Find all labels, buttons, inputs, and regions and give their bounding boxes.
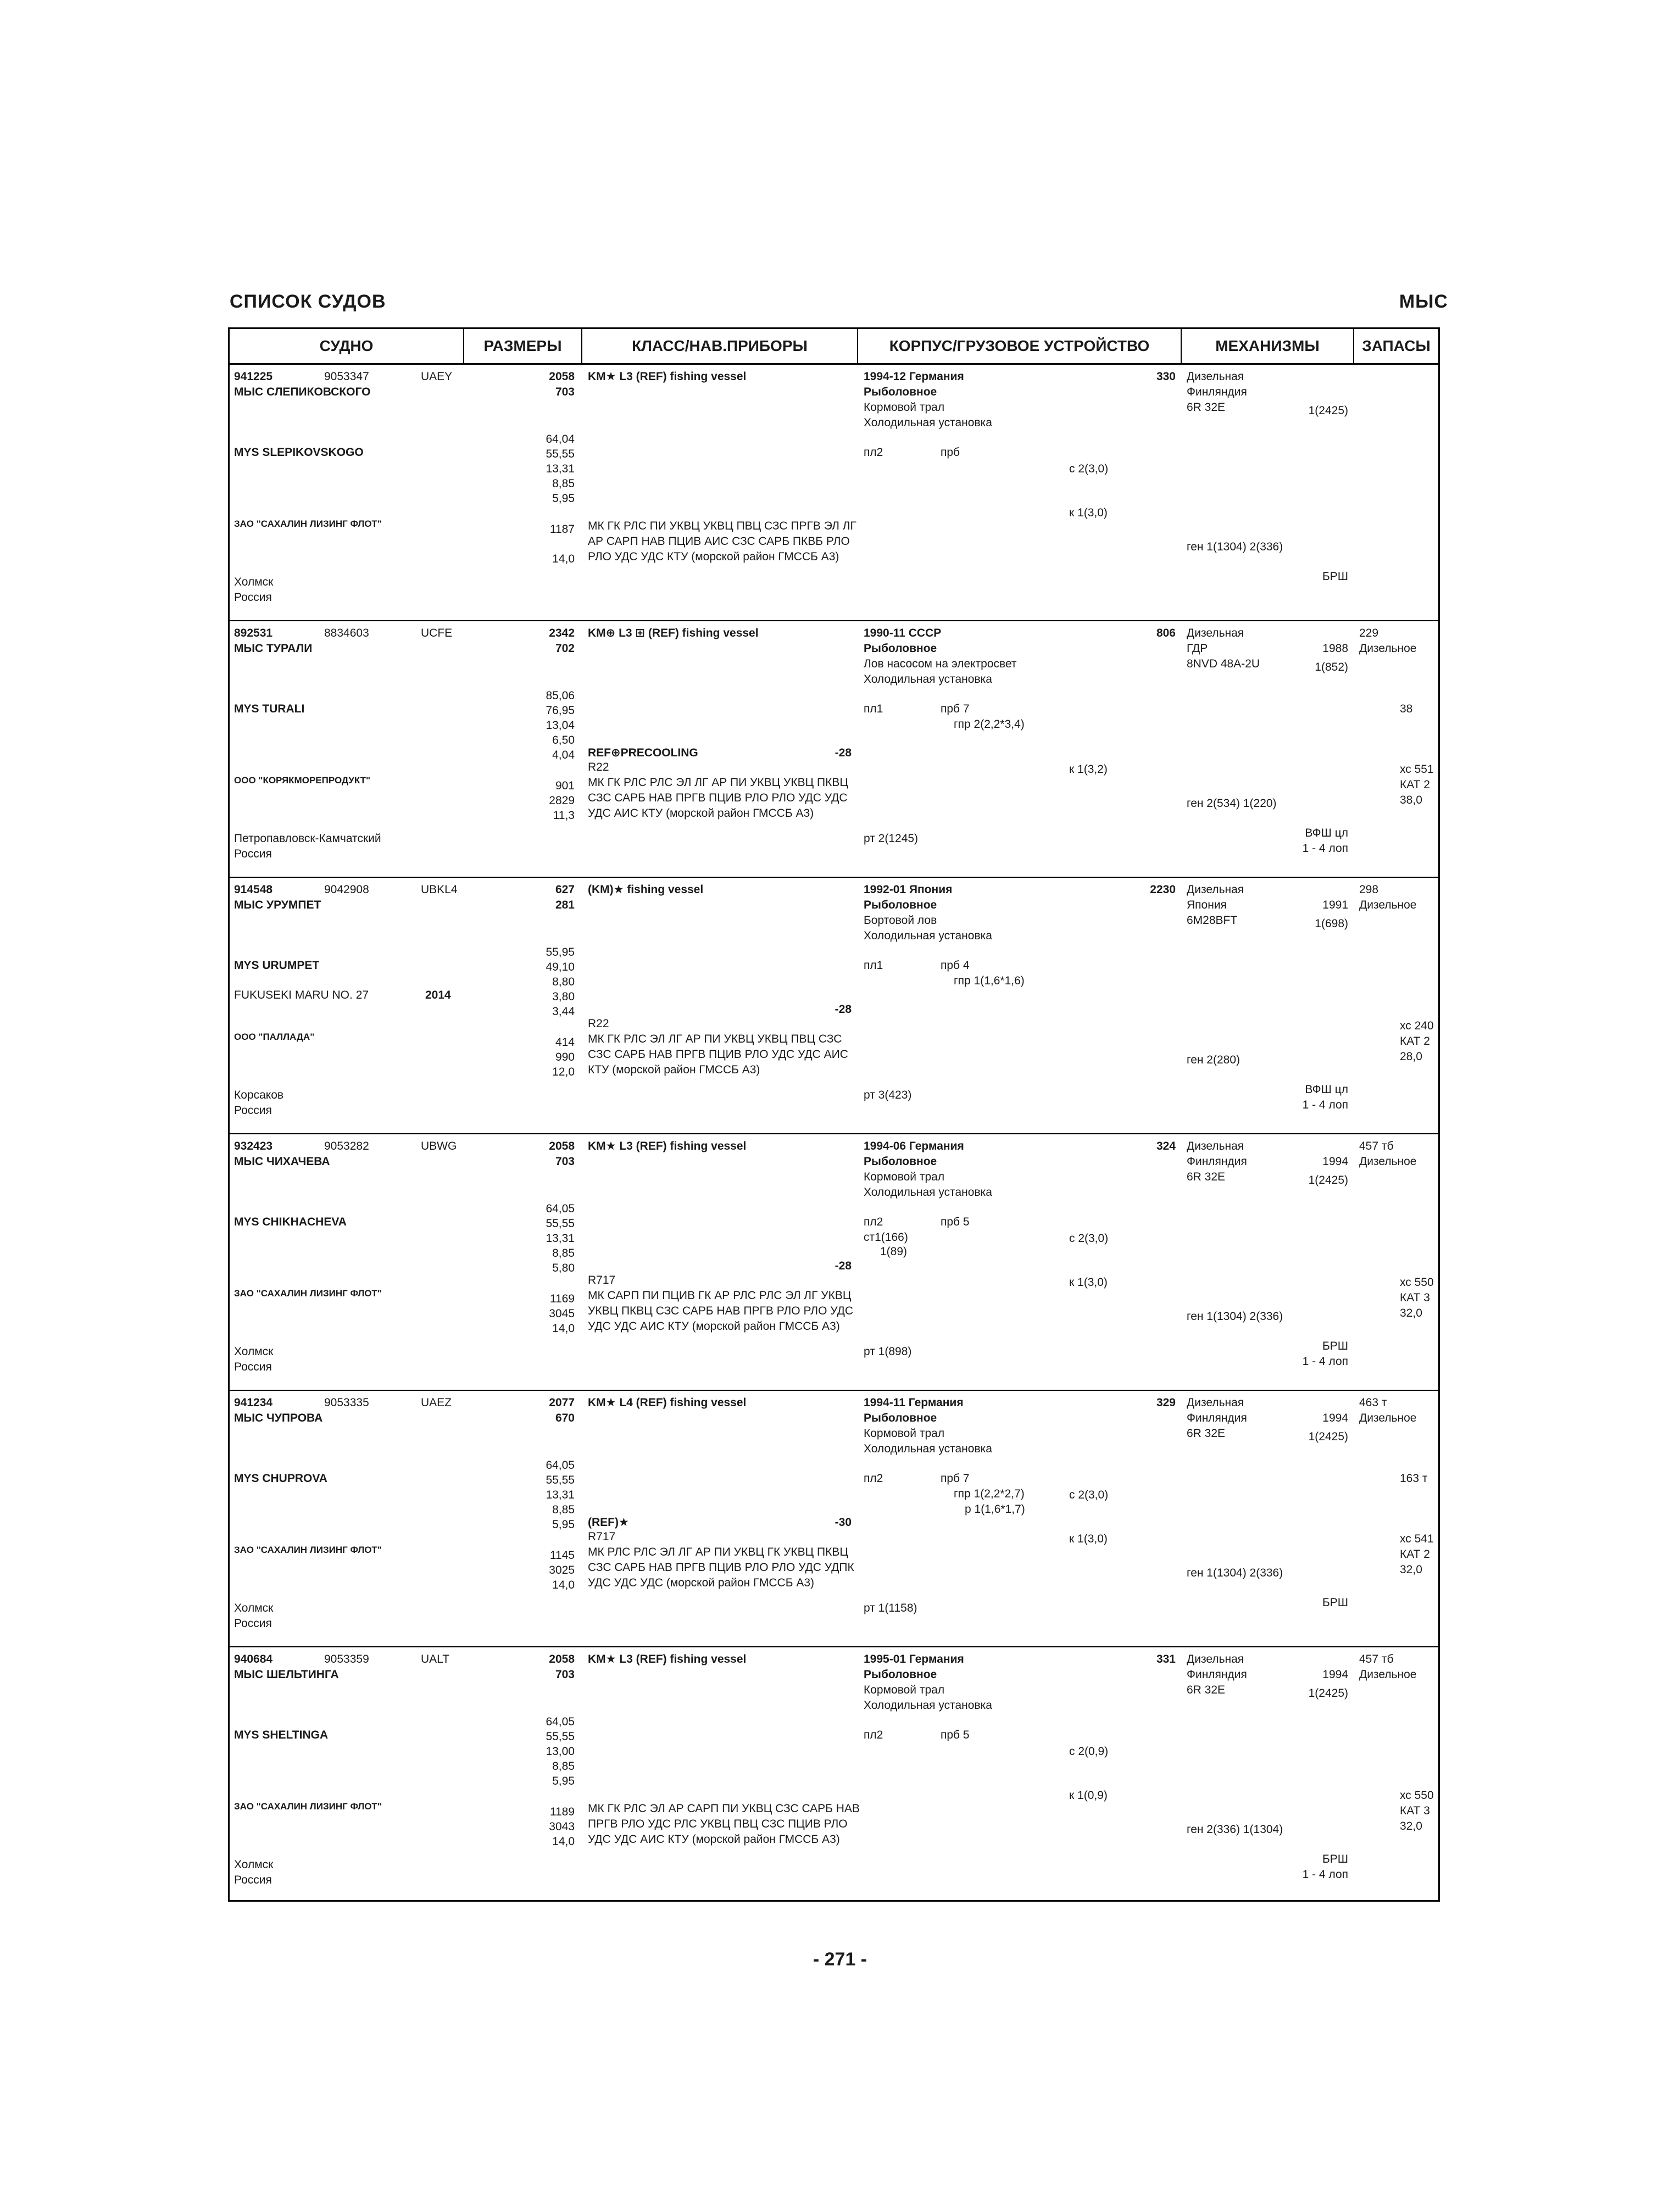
propeller: ВФШ цл — [1305, 827, 1348, 839]
category: КАТ 2 — [1400, 1035, 1430, 1048]
engine-power: 1(2425) — [1308, 1687, 1348, 1700]
dimension-value: 64,05 — [546, 1202, 575, 1215]
category: КАТ 3 — [1400, 1291, 1430, 1304]
page-header-title: СПИСОК СУДОВ — [230, 291, 386, 312]
nav-equipment: МК ГК РЛС РЛС ЭЛ ЛГ АР ПИ УКВЦ УКВЦ ПКВЦ СЗС САРБ НАВ ПРГВ ПЦИВ РЛО РЛО УДС УДС УДС АИС КТУ (морской район ГМССБ А3) — [588, 776, 848, 820]
engine-model: 6R 32E — [1187, 401, 1226, 414]
engine-power: 1(852) — [1315, 661, 1348, 673]
flag-country: Россия — [234, 848, 272, 860]
hatch-size: гпр 1(2,2*2,7) — [954, 1488, 1025, 1500]
cargo-gear-cranes: с 2(0,9) — [1069, 1745, 1109, 1758]
fuel-capacity: 457 тб — [1359, 1653, 1394, 1665]
dimension-value: 5,80 — [552, 1262, 575, 1274]
hatches: прб 5 — [941, 1729, 970, 1741]
home-port: Холмск — [234, 1602, 274, 1614]
vessel-record-940684 — [230, 1647, 1438, 1904]
class-notation: KM★ L3 (REF) fishing vessel — [588, 1140, 747, 1152]
engine-year: 1991 — [1322, 899, 1348, 911]
col-header-machinery: МЕХАНИЗМЫ — [1215, 337, 1320, 354]
generators: ген 2(336) 1(1304) — [1187, 1823, 1283, 1836]
dimension-value: 1169 — [549, 1293, 575, 1305]
dimension-value: 1187 — [549, 523, 575, 536]
dimensions-list — [471, 688, 575, 762]
dimension-value: 1145 — [549, 1549, 575, 1562]
dimension-value: 13,04 — [546, 719, 575, 732]
cargo-gear-booms: к 1(3,2) — [1069, 763, 1108, 776]
gross-tonnage: 2058 — [549, 1140, 575, 1152]
engine-model: 6R 32E — [1187, 1427, 1226, 1440]
engine-type: Дизельная — [1187, 883, 1244, 896]
vessel-type: Рыболовное — [864, 642, 937, 655]
refrigerant: R717 — [588, 1530, 616, 1543]
build-info: 1994-12 Германия — [864, 370, 964, 383]
col-header-supplies: ЗАПАСЫ — [1362, 337, 1431, 354]
column-header-row — [230, 329, 1438, 365]
engine-power: 1(2425) — [1308, 1174, 1348, 1186]
dimensions-secondary — [471, 1548, 575, 1592]
hatches: прб 4 — [941, 959, 970, 972]
dimension-value: 55,55 — [546, 1730, 575, 1743]
cargo-gear-cranes: с 2(3,0) — [1069, 463, 1109, 475]
vessel-name-ru: МЫС ШЕЛЬТИНГА — [234, 1668, 339, 1681]
reg-number: 941234 — [234, 1396, 273, 1409]
dimension-value: 414 — [555, 1036, 575, 1049]
engine-year: 1988 — [1322, 642, 1348, 655]
propeller-blades: 1 - 4 лоп — [1302, 1355, 1348, 1368]
engine-country: Финляндия — [1187, 386, 1247, 398]
hatch-size-secondary: р 1(1,6*1,7) — [965, 1503, 1025, 1516]
engine-model: 8NVD 48A-2U — [1187, 658, 1260, 670]
net-tonnage: 703 — [555, 1668, 575, 1681]
home-port: Корсаков — [234, 1089, 284, 1101]
refrigeration-class: REF⊕PRECOOLING — [588, 747, 698, 759]
home-port: Холмск — [234, 1345, 274, 1358]
engine-power: 1(698) — [1315, 917, 1348, 930]
dimension-value: 85,06 — [546, 689, 575, 702]
speed: 32,0 — [1400, 1820, 1422, 1832]
fishing-method: Лов насосом на электросвет — [864, 658, 1017, 670]
build-info: 1994-11 Германия — [864, 1396, 964, 1409]
reg-number: 940684 — [234, 1653, 273, 1665]
deadweight: 331 — [1156, 1653, 1176, 1665]
propeller: БРШ — [1322, 1340, 1348, 1352]
dimension-value: 8,85 — [552, 1247, 575, 1260]
page-header-section: МЫС — [1399, 291, 1448, 312]
dimension-value: 5,95 — [552, 492, 575, 505]
cargo-gear-booms: к 1(0,9) — [1069, 1789, 1108, 1802]
fuel-capacity: 229 — [1359, 627, 1379, 639]
dimensions-list — [471, 1458, 575, 1532]
dimension-value: 64,04 — [546, 433, 575, 445]
vessel-name-ru: МЫС СЛЕПИКОВСКОГО — [234, 386, 371, 398]
reefer-holds: рт 2(1245) — [864, 832, 919, 845]
owner-name: ЗАО "САХАЛИН ЛИЗИНГ ФЛОТ" — [234, 519, 382, 529]
cargo-gear-cranes: с 2(3,0) — [1069, 1232, 1109, 1245]
propeller-blades: 1 - 4 лоп — [1302, 1099, 1348, 1111]
dimension-value: 3025 — [549, 1564, 575, 1576]
speed: 32,0 — [1400, 1307, 1422, 1319]
endurance: хс 240 — [1400, 1020, 1434, 1032]
refrigeration-temp: -28 — [835, 747, 852, 759]
reefer-holds: рт 1(898) — [864, 1345, 912, 1358]
cargo-gear-booms: к 1(3,0) — [1069, 1276, 1108, 1289]
flag-country: Россия — [234, 1104, 272, 1117]
engine-country: ГДР — [1187, 642, 1208, 655]
propeller-blades: 1 - 4 лоп — [1302, 1868, 1348, 1881]
fuel-type: Дизельное — [1359, 1668, 1417, 1681]
dimension-value: 8,80 — [552, 976, 575, 988]
hatches: прб 7 — [941, 703, 970, 715]
engine-type: Дизельная — [1187, 370, 1244, 383]
net-tonnage: 703 — [555, 1155, 575, 1168]
engine-country: Финляндия — [1187, 1155, 1247, 1168]
reefer-holds: рт 3(423) — [864, 1089, 912, 1101]
cargo-gear-booms: к 1(3,0) — [1069, 506, 1108, 519]
deadweight: 806 — [1156, 627, 1176, 639]
imo-number: 9042908 — [324, 883, 369, 896]
class-notation: KM★ L3 (REF) fishing vessel — [588, 1653, 747, 1665]
class-notation: KM★ L4 (REF) fishing vessel — [588, 1396, 747, 1409]
col-header-class: КЛАСС/НАВ.ПРИБОРЫ — [632, 337, 808, 354]
generators: ген 1(1304) 2(336) — [1187, 1310, 1283, 1323]
fuel-type: Дизельное — [1359, 1412, 1417, 1424]
generators: ген 2(534) 1(220) — [1187, 797, 1277, 810]
fuel-capacity: 457 тб — [1359, 1140, 1394, 1152]
vessel-name-en: MYS CHUPROVA — [234, 1472, 327, 1485]
cargo-gear-booms: к 1(3,0) — [1069, 1533, 1108, 1545]
category: КАТ 2 — [1400, 1548, 1430, 1561]
call-sign: UBWG — [421, 1140, 457, 1152]
vessel-name-ru: МЫС ЧИХАЧЕВА — [234, 1155, 330, 1168]
dimension-value: 13,31 — [546, 463, 575, 475]
vessel-type: Рыболовное — [864, 386, 937, 398]
dimension-value: 14,0 — [552, 553, 575, 565]
dimensions-list — [471, 432, 575, 506]
decks: пл1 — [864, 959, 883, 972]
decks: пл2 — [864, 1472, 883, 1485]
imo-number: 9053359 — [324, 1653, 369, 1665]
water-capacity: 38 — [1400, 703, 1413, 715]
fuel-type: Дизельное — [1359, 899, 1417, 911]
dimension-value: 4,04 — [552, 749, 575, 761]
imo-number: 9053282 — [324, 1140, 369, 1152]
engine-type: Дизельная — [1187, 1396, 1244, 1409]
deadweight: 324 — [1156, 1140, 1176, 1152]
net-tonnage: 281 — [555, 899, 575, 911]
dimension-value: 49,10 — [546, 961, 575, 973]
hull-feature: Холодильная установка — [864, 1699, 992, 1712]
decks: пл1 — [864, 703, 883, 715]
fuel-capacity: 463 т — [1359, 1396, 1387, 1409]
fishing-method: Бортовой лов — [864, 914, 937, 927]
former-name: FUKUSEKI MARU NO. 27 — [234, 989, 369, 1001]
dimension-value: 64,05 — [546, 1715, 575, 1728]
dimension-value — [471, 537, 575, 552]
dimension-value: 64,05 — [546, 1459, 575, 1472]
hatch-size: гпр 2(2,2*3,4) — [954, 718, 1025, 731]
gross-tonnage: 2077 — [549, 1396, 575, 1409]
dimension-value: 990 — [555, 1051, 575, 1063]
gross-tonnage: 627 — [555, 883, 575, 896]
hatches: прб 7 — [941, 1472, 970, 1485]
net-tonnage: 702 — [555, 642, 575, 655]
owner-name: ЗАО "САХАЛИН ЛИЗИНГ ФЛОТ" — [234, 1545, 382, 1555]
dimensions-secondary — [471, 522, 575, 566]
dimension-value: 76,95 — [546, 704, 575, 717]
refrigerant: R717 — [588, 1274, 616, 1286]
nav-equipment: МК ГК РЛС ЭЛ АР САРП ПИ УКВЦ СЗС САРБ НАВ ПРГВ РЛО УДС РЛС УКВЦ ПВЦ СЗС ПЦИВ РЛО УДС УДС АИС КТУ (морской район ГМССБ А3) — [588, 1802, 860, 1846]
reg-number: 892531 — [234, 627, 273, 639]
dimensions-secondary — [471, 1291, 575, 1336]
home-port: Холмск — [234, 1858, 274, 1871]
vessel-type: Рыболовное — [864, 1412, 937, 1424]
class-notation: KM★ L3 (REF) fishing vessel — [588, 370, 747, 383]
decks: пл2 — [864, 1729, 883, 1741]
vessel-record-941234 — [230, 1391, 1438, 1647]
former-name-year: 2014 — [425, 989, 451, 1001]
dimension-value: 55,55 — [546, 1474, 575, 1486]
nav-equipment: МК ГК РЛС ПИ УКВЦ УКВЦ ПВЦ СЗС ПРГВ ЭЛ ЛГ АР САРП НАВ ПЦИВ АИС СЗС САРБ ПКВБ РЛО РЛО УДС УДС КТУ (морской район ГМССБ А3) — [588, 520, 856, 563]
vessel-record-914548 — [230, 878, 1438, 1134]
dimensions-secondary — [471, 1804, 575, 1849]
engine-year: 1994 — [1322, 1668, 1348, 1681]
home-port: Петропавловск-Камчатский — [234, 832, 381, 845]
dimension-value: 12,0 — [552, 1066, 575, 1078]
vessel-name-en: MYS SLEPIKOVSKOGO — [234, 446, 364, 459]
class-notation: (KM)★ fishing vessel — [588, 883, 704, 896]
propeller: БРШ — [1322, 1596, 1348, 1609]
col-header-hull: КОРПУС/ГРУЗОВОЕ УСТРОЙСТВО — [889, 337, 1150, 354]
cargo-gear-cranes: с 2(3,0) — [1069, 1489, 1109, 1501]
dimension-value: 13,31 — [546, 1489, 575, 1501]
dimensions-secondary — [471, 1035, 575, 1079]
col-header-vessel: СУДНО — [319, 337, 374, 354]
flag-country: Россия — [234, 1617, 272, 1630]
refrigeration-temp: -30 — [835, 1516, 852, 1529]
speed: 28,0 — [1400, 1050, 1422, 1063]
dimensions-list — [471, 945, 575, 1019]
imo-number: 9053347 — [324, 370, 369, 383]
vessel-type: Рыболовное — [864, 899, 937, 911]
vessel-type: Рыболовное — [864, 1155, 937, 1168]
build-info: 1995-01 Германия — [864, 1653, 964, 1665]
category: КАТ 2 — [1400, 778, 1430, 791]
vessel-type: Рыболовное — [864, 1668, 937, 1681]
net-tonnage: 703 — [555, 386, 575, 398]
engine-type: Дизельная — [1187, 1140, 1244, 1152]
speed: 32,0 — [1400, 1563, 1422, 1576]
dimension-value: 1189 — [549, 1806, 575, 1818]
dimension-value: 3043 — [549, 1820, 575, 1833]
dimensions-list — [471, 1714, 575, 1789]
holds-secondary: 1(89) — [880, 1245, 908, 1258]
engine-type: Дизельная — [1187, 627, 1244, 639]
dimension-value: 2829 — [549, 794, 575, 807]
engine-model: 6R 32E — [1187, 1684, 1226, 1696]
dimension-value: 8,85 — [552, 1760, 575, 1773]
hatch-size: гпр 1(1,6*1,6) — [954, 974, 1025, 987]
vessel-name-en: MYS SHELTINGA — [234, 1729, 329, 1741]
water-capacity: 163 т — [1400, 1472, 1428, 1485]
dimension-value: 55,55 — [546, 448, 575, 460]
engine-power: 1(2425) — [1308, 404, 1348, 417]
engine-model: 6R 32E — [1187, 1171, 1226, 1183]
category: КАТ 3 — [1400, 1804, 1430, 1817]
call-sign: UAEY — [421, 370, 453, 383]
dimension-value: 3,44 — [552, 1005, 575, 1018]
refrigeration-temp: -28 — [835, 1260, 852, 1272]
vessel-name-en: MYS URUMPET — [234, 959, 320, 972]
hull-feature: Холодильная установка — [864, 416, 992, 429]
decks: пл2 — [864, 1216, 883, 1228]
owner-name: ЗАО "САХАЛИН ЛИЗИНГ ФЛОТ" — [234, 1801, 382, 1812]
propeller-blades: 1 - 4 лоп — [1302, 842, 1348, 855]
owner-name: ЗАО "САХАЛИН ЛИЗИНГ ФЛОТ" — [234, 1288, 382, 1299]
call-sign: UALT — [421, 1653, 450, 1665]
fishing-method: Кормовой трал — [864, 401, 945, 414]
dimensions-secondary — [471, 778, 575, 823]
vessel-name-ru: МЫС ТУРАЛИ — [234, 642, 313, 655]
build-info: 1994-06 Германия — [864, 1140, 964, 1152]
generators: ген 1(1304) 2(336) — [1187, 1567, 1283, 1579]
hull-feature: Холодильная установка — [864, 929, 992, 942]
vessel-name-ru: МЫС ЧУПРОВА — [234, 1412, 323, 1424]
engine-type: Дизельная — [1187, 1653, 1244, 1665]
engine-country: Финляндия — [1187, 1668, 1247, 1681]
refrigerant: R22 — [588, 761, 609, 773]
vessel-record-941225 — [230, 365, 1438, 621]
endurance: хс 551 — [1400, 763, 1434, 776]
nav-equipment: МК ГК РЛС ЭЛ ЛГ АР ПИ УКВЦ УКВЦ ПВЦ СЗС СЗС САРБ НАВ ПРГВ ПЦИВ РЛО УДС УДС АИС КТУ (морской район ГМССБ А3) — [588, 1033, 848, 1076]
engine-country: Япония — [1187, 899, 1227, 911]
fishing-method: Кормовой трал — [864, 1171, 945, 1183]
refrigerant: R22 — [588, 1017, 609, 1030]
dimension-value: 5,95 — [552, 1775, 575, 1787]
dimension-value: 8,85 — [552, 1503, 575, 1516]
deadweight: 2230 — [1150, 883, 1176, 896]
ship-register-table — [228, 327, 1440, 1902]
reefer-holds: рт 1(1158) — [864, 1602, 917, 1614]
vessel-record-892531 — [230, 621, 1438, 878]
engine-country: Финляндия — [1187, 1412, 1247, 1424]
reg-number: 914548 — [234, 883, 273, 896]
flag-country: Россия — [234, 591, 272, 604]
vessel-record-932423 — [230, 1134, 1438, 1391]
call-sign: UCFE — [421, 627, 453, 639]
hull-feature: Холодильная установка — [864, 673, 992, 686]
dimension-value: 14,0 — [552, 1579, 575, 1591]
fuel-type: Дизельное — [1359, 1155, 1417, 1168]
dimension-value: 8,85 — [552, 477, 575, 490]
engine-power: 1(2425) — [1308, 1430, 1348, 1443]
vessel-name-en: MYS TURALI — [234, 703, 305, 715]
dimension-value: 3,80 — [552, 990, 575, 1003]
col-header-dimensions: РАЗМЕРЫ — [483, 337, 562, 354]
nav-equipment: МК САРП ПИ ПЦИВ ГК АР РЛС РЛС ЭЛ ЛГ УКВЦ УКВЦ ПКВЦ СЗС САРБ НАВ ПРГВ РЛО РЛО УДС УДС УДС АИС КТУ (морской район ГМССБ А3) — [588, 1289, 854, 1333]
speed: 38,0 — [1400, 794, 1422, 806]
build-info: 1992-01 Япония — [864, 883, 953, 896]
hull-feature: Холодильная установка — [864, 1442, 992, 1455]
decks: пл2 — [864, 446, 883, 459]
dimension-value: 13,31 — [546, 1232, 575, 1245]
owner-name: ООО "ПАЛЛАДА" — [234, 1032, 315, 1042]
dimension-value: 3045 — [549, 1307, 575, 1320]
reg-number: 941225 — [234, 370, 273, 383]
engine-year: 1994 — [1322, 1155, 1348, 1168]
gross-tonnage: 2058 — [549, 1653, 575, 1665]
gross-tonnage: 2058 — [549, 370, 575, 383]
gross-tonnage: 2342 — [549, 627, 575, 639]
fuel-capacity: 298 — [1359, 883, 1379, 896]
endurance: хс 541 — [1400, 1533, 1434, 1545]
deadweight: 329 — [1156, 1396, 1176, 1409]
net-tonnage: 670 — [555, 1412, 575, 1424]
flag-country: Россия — [234, 1874, 272, 1886]
endurance: хс 550 — [1400, 1276, 1434, 1289]
class-notation: KM⊕ L3 ⊞ (REF) fishing vessel — [588, 627, 759, 639]
generators: ген 1(1304) 2(336) — [1187, 541, 1283, 553]
dimensions-list — [471, 1201, 575, 1275]
holds: ст1(166) — [864, 1231, 908, 1244]
propeller: БРШ — [1322, 570, 1348, 583]
dimension-value: 6,50 — [552, 734, 575, 747]
dimension-value: 901 — [555, 779, 575, 792]
engine-year: 1994 — [1322, 1412, 1348, 1424]
propeller: БРШ — [1322, 1853, 1348, 1865]
dimension-value: 13,00 — [546, 1745, 575, 1758]
vessel-name-en: MYS CHIKHACHEVA — [234, 1216, 347, 1228]
generators: ген 2(280) — [1187, 1054, 1240, 1066]
imo-number: 9053335 — [324, 1396, 369, 1409]
dimension-value: 55,55 — [546, 1217, 575, 1230]
home-port: Холмск — [234, 576, 274, 588]
deadweight: 330 — [1156, 370, 1176, 383]
reg-number: 932423 — [234, 1140, 273, 1152]
flag-country: Россия — [234, 1361, 272, 1373]
vessel-name-ru: МЫС УРУМПЕТ — [234, 899, 321, 911]
call-sign: UBKL4 — [421, 883, 458, 896]
dimension-value: 5,95 — [552, 1518, 575, 1531]
page-number: - 271 - — [813, 1949, 867, 1970]
fuel-type: Дизельное — [1359, 642, 1417, 655]
build-info: 1990-11 СССР — [864, 627, 942, 639]
dimension-value: 11,3 — [553, 809, 575, 822]
hull-feature: Холодильная установка — [864, 1186, 992, 1199]
nav-equipment: МК РЛС РЛС ЭЛ ЛГ АР ПИ УКВЦ ГК УКВЦ ПКВЦ СЗС САРБ НАВ ПРГВ ПЦИВ РЛО РЛО УДС УДПК УДС УДС УДС (морской район ГМССБ А3) — [588, 1546, 854, 1589]
fishing-method: Кормовой трал — [864, 1427, 945, 1440]
dimension-value: 55,95 — [546, 946, 575, 959]
hatches: прб 5 — [941, 1216, 970, 1228]
refrigeration-temp: -28 — [835, 1003, 852, 1016]
imo-number: 8834603 — [324, 627, 369, 639]
fishing-method: Кормовой трал — [864, 1684, 945, 1696]
owner-name: ООО "КОРЯКМОРЕПРОДУКТ" — [234, 775, 371, 786]
endurance: хс 550 — [1400, 1789, 1434, 1802]
dimension-value: 14,0 — [552, 1322, 575, 1335]
dimension-value: 14,0 — [552, 1835, 575, 1848]
refrigeration-class: (REF)★ — [588, 1516, 629, 1529]
hatches: прб — [941, 446, 960, 459]
engine-model: 6M28BFT — [1187, 914, 1238, 927]
propeller: ВФШ цл — [1305, 1083, 1348, 1096]
call-sign: UAEZ — [421, 1396, 452, 1409]
